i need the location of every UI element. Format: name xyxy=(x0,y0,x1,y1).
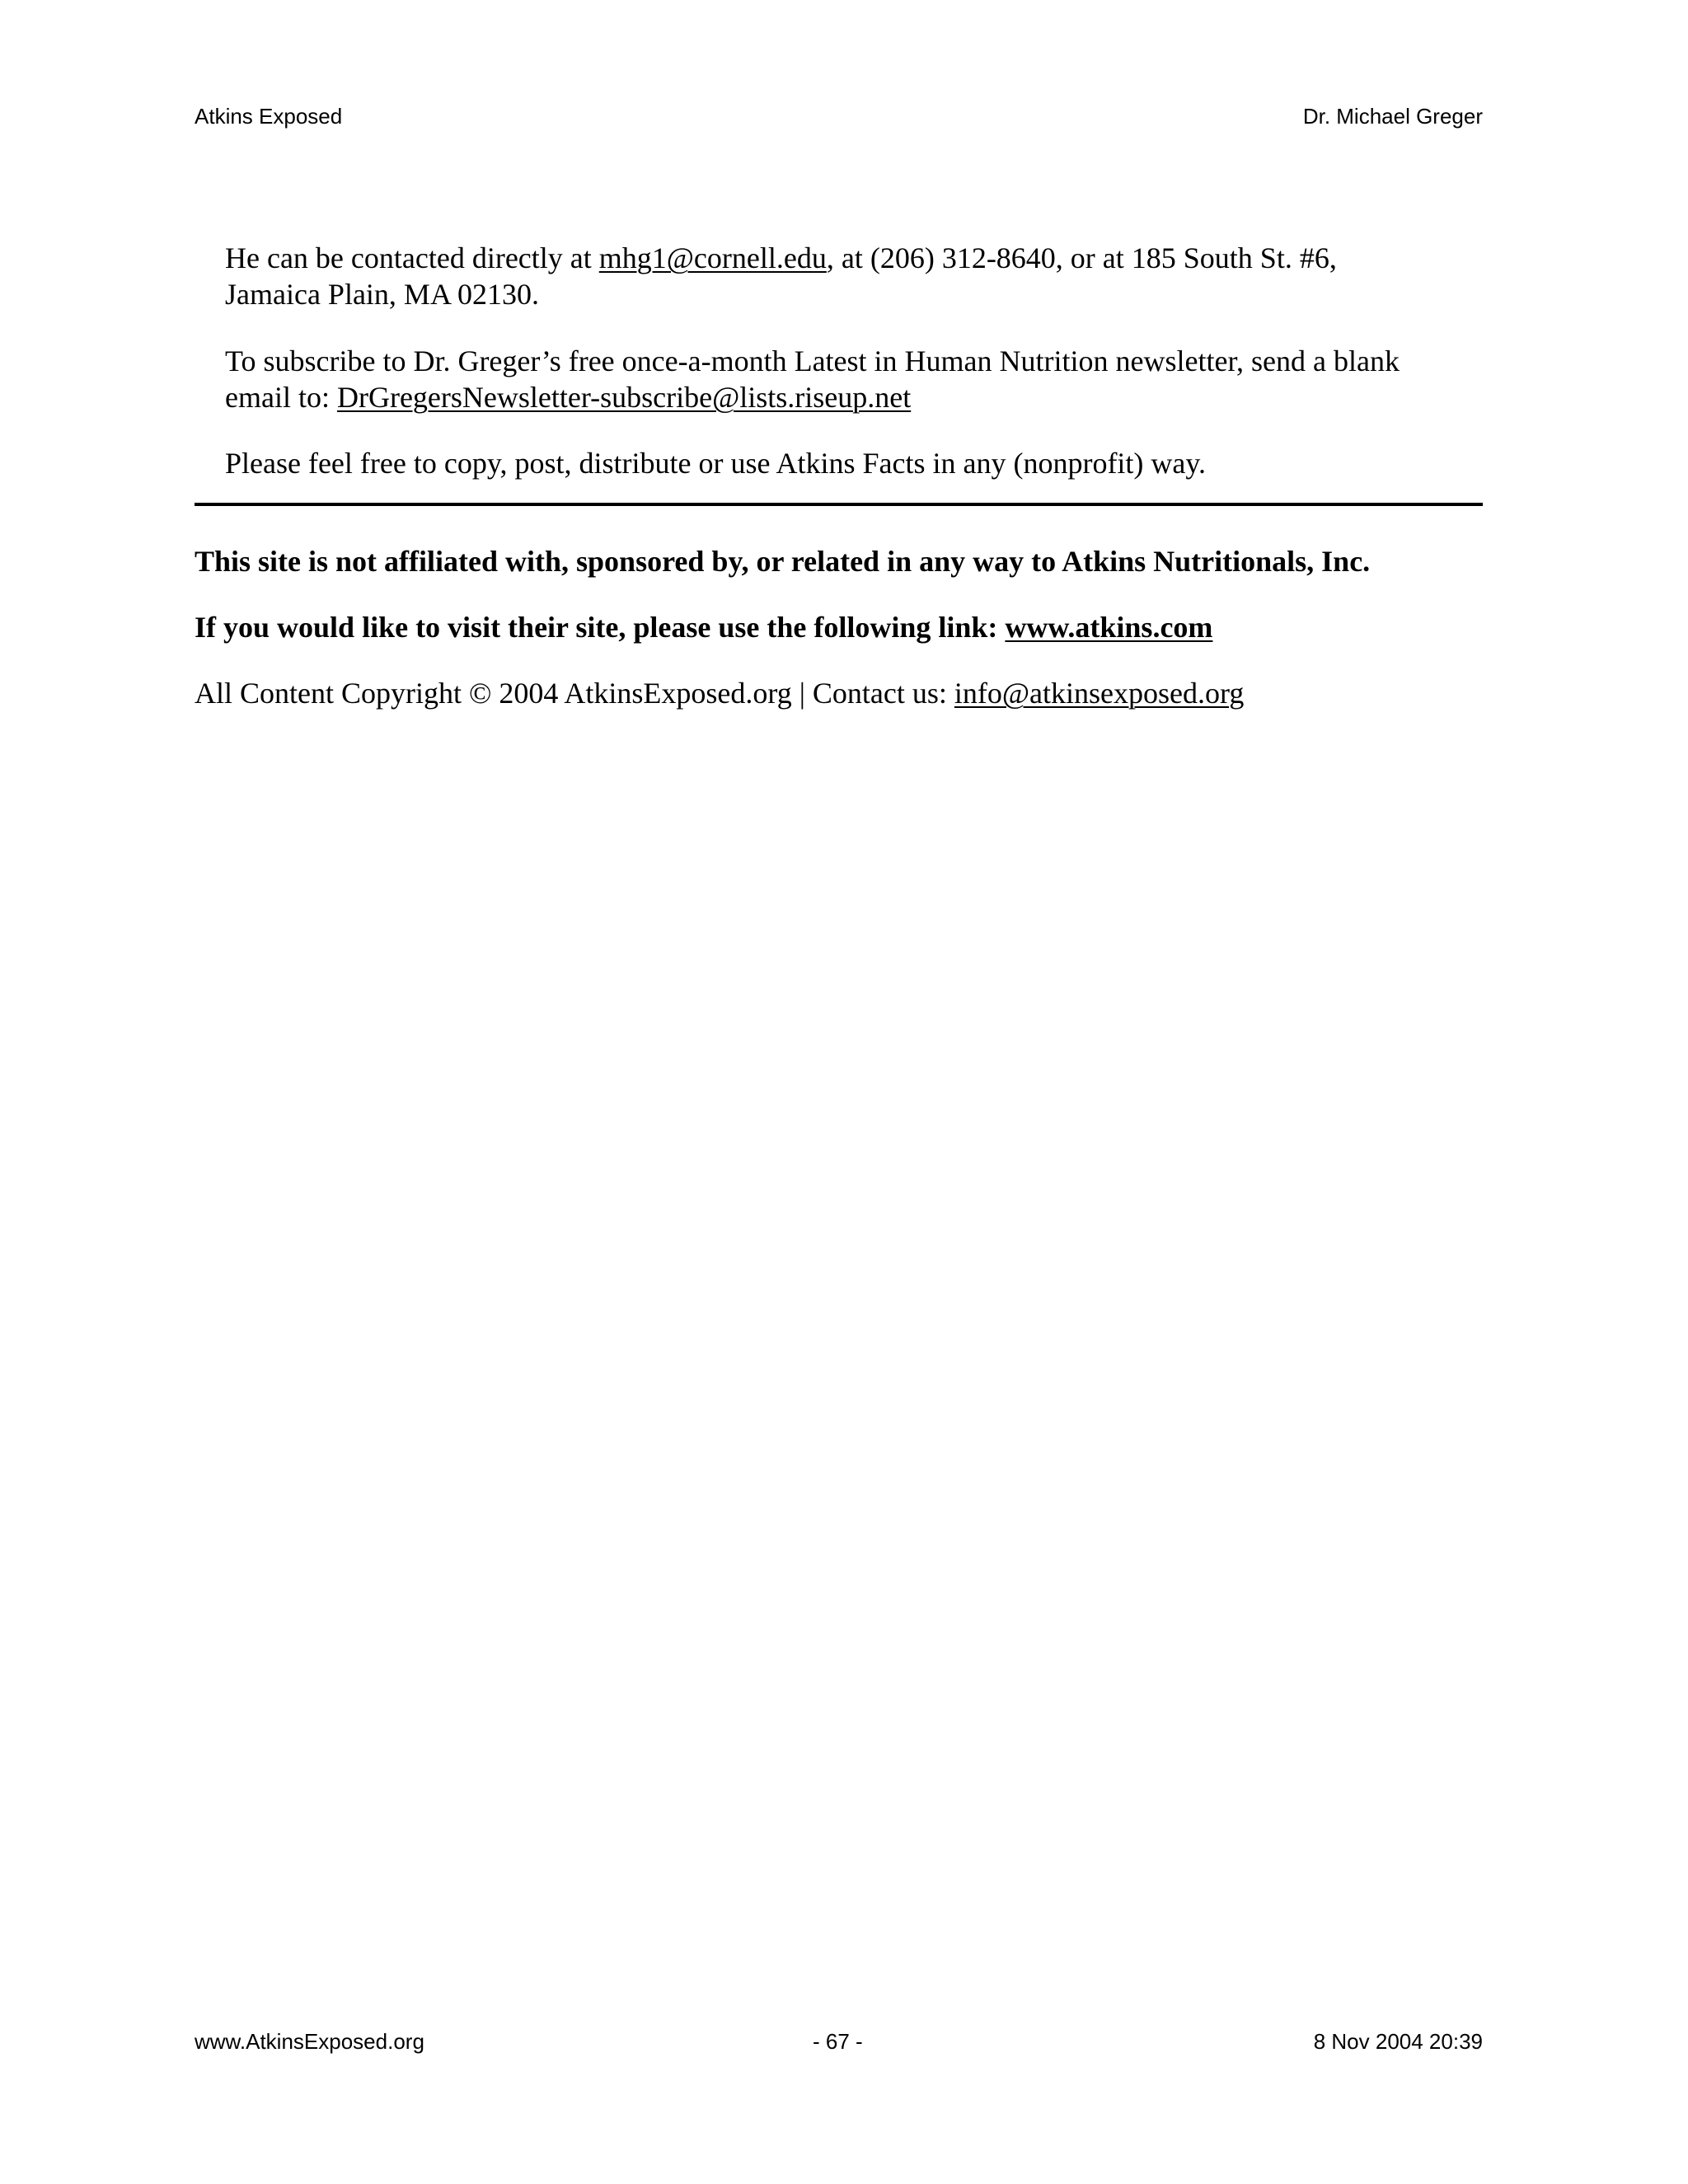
running-footer-site: www.AtkinsExposed.org xyxy=(195,2029,424,2054)
running-header-author: Dr. Michael Greger xyxy=(1302,104,1483,129)
visit-lead-text: If you would like to visit their site, please use the following link: xyxy=(195,611,1006,644)
subscribe-paragraph xyxy=(225,343,1511,415)
copyright-text: All Content Copyright © 2004 AtkinsExposed.org | Contact us: xyxy=(195,677,954,710)
running-footer-timestamp: 8 Nov 2004 20:39 xyxy=(1313,2029,1483,2054)
copyright-paragraph xyxy=(195,675,1513,711)
contact-paragraph xyxy=(225,240,1511,312)
subscribe-email-lead: email to: xyxy=(225,381,337,414)
author-email-link[interactable]: mhg1@cornell.edu xyxy=(598,241,827,274)
subscribe-text: To subscribe to Dr. Greger’s free once-a-month Latest in Human Nutrition newsletter, send a blank xyxy=(225,344,1400,377)
contact-phone-address-text: , at (206) 312-8640, or at 185 South St. #6, xyxy=(826,241,1337,274)
contact-lead-text: He can be contacted directly at xyxy=(225,241,599,274)
contact-city-text: Jamaica Plain, MA 02130. xyxy=(225,278,539,311)
newsletter-subscribe-link[interactable]: DrGregersNewsletter-subscribe@lists.riseup.net xyxy=(336,381,912,414)
atkins-site-link[interactable]: www.atkins.com xyxy=(1005,611,1213,644)
disclaimer-not-affiliated: This site is not affiliated with, sponsored by, or related in any way to Atkins Nutritionals, Inc. xyxy=(195,545,1371,578)
running-header-title: Atkins Exposed xyxy=(195,104,343,129)
page-number: - 67 - xyxy=(813,2029,863,2054)
disclaimer-visit-paragraph xyxy=(195,609,1513,645)
section-divider xyxy=(195,503,1483,506)
contact-email-link[interactable]: info@atkinsexposed.org xyxy=(954,677,1245,710)
permission-paragraph: Please feel free to copy, post, distribute or use Atkins Facts in any (nonprofit) way. xyxy=(225,447,1207,480)
